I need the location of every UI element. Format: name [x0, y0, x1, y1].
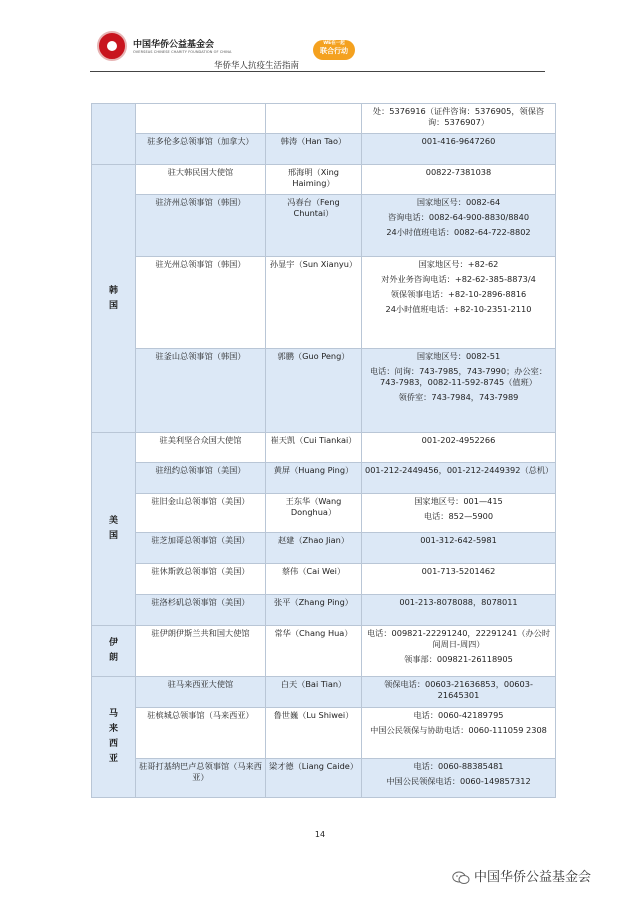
foundation-logo-icon [97, 31, 127, 61]
page-number: 14 [314, 830, 326, 839]
name-cell: 鲁世巍（Lu Shiwei） [266, 708, 362, 759]
contact-cell [362, 595, 556, 626]
name-cell: 崔天凯（Cui Tiankai） [266, 433, 362, 463]
contact-line: 24小时值班电话：+82-10-2351-2110 [385, 304, 532, 314]
contact-line: 国家地区号：0082-64 [416, 197, 501, 207]
table-row [92, 677, 556, 708]
contact-cell [362, 195, 556, 257]
office-cell: 驻旧金山总领事馆（美国） [136, 494, 266, 533]
contact-line: 中国公民领保与协助电话：0060-111059 2308 [370, 725, 547, 735]
table-row [92, 134, 556, 165]
office-cell: 驻纽约总领事馆（美国） [136, 463, 266, 494]
name-cell: 蔡伟（Cai Wei） [266, 564, 362, 595]
country-cell [92, 165, 136, 433]
contact-line: 电话：0060-88385481 [413, 761, 504, 771]
table-row [92, 349, 556, 433]
contact-line: 电话：问询：743-7985，743-7990；办公室：743-7983，0082-11-592-8745（值班） [369, 366, 548, 387]
wechat-watermark [452, 866, 591, 885]
office-cell: 驻大韩民国大使馆 [136, 165, 266, 195]
office-cell [136, 104, 266, 134]
contact-cell [362, 677, 556, 708]
name-cell: 黄屏（Huang Ping） [266, 463, 362, 494]
contact-line: 领侨室：743-7984，743-7989 [398, 392, 519, 402]
office-cell: 驻洛杉矶总领事馆（美国） [136, 595, 266, 626]
contact-cell [362, 433, 556, 463]
name-cell: 邢海明（Xing Haiming） [266, 165, 362, 195]
contact-line: 00822-7381038 [425, 167, 492, 177]
name-cell [266, 104, 362, 134]
office-cell: 驻美利坚合众国大使馆 [136, 433, 266, 463]
name-cell: 白天（Bai Tian） [266, 677, 362, 708]
contact-line: 处：5376916（证件咨询：5376905，领保咨询：5376907） [372, 106, 545, 127]
table-row [92, 708, 556, 759]
contact-line: 电话：009821-22291240，22291241（办公时间周日-周四） [366, 628, 551, 649]
name-cell: 孙显宇（Sun Xianyu） [266, 257, 362, 349]
contact-line: 电话：0060-42189795 [413, 710, 504, 720]
contact-line: 国家地区号：0082-51 [416, 351, 501, 361]
table-row [92, 257, 556, 349]
contact-line: 领事部：009821-26118905 [404, 654, 513, 664]
table-row [92, 564, 556, 595]
contact-cell [362, 165, 556, 195]
country-cell [92, 626, 136, 677]
office-cell: 驻马来西亚大使馆 [136, 677, 266, 708]
campaign-badge [313, 40, 355, 60]
wechat-icon [452, 871, 470, 885]
country-name [95, 284, 132, 314]
org-name: 中国华侨公益基金会 [133, 40, 215, 50]
office-cell: 驻济州总领事馆（韩国） [136, 195, 266, 257]
contact-line: 001-713-5201462 [421, 566, 496, 576]
country-char: 西 [108, 739, 118, 749]
country-name [95, 707, 132, 767]
contact-line: 咨询电话：0082-64-900-8830/8840 [387, 212, 530, 222]
office-cell: 驻多伦多总领事馆（加拿大） [136, 134, 266, 165]
country-char: 美 [108, 516, 118, 526]
contact-line: 中国公民领保电话：0060-149857312 [386, 776, 531, 786]
contact-cell [362, 349, 556, 433]
contact-line: 国家地区号：+82-62 [418, 259, 499, 269]
table-row [92, 433, 556, 463]
contact-cell [362, 134, 556, 165]
name-cell: 冯春台（Feng Chuntai） [266, 195, 362, 257]
page-header [0, 0, 640, 75]
name-cell: 赵建（Zhao Jian） [266, 533, 362, 564]
contact-line: 24小时值班电话：0082-64-722-8802 [386, 227, 531, 237]
office-cell: 驻槟城总领事馆（马来西亚） [136, 708, 266, 759]
country-char: 国 [108, 300, 118, 311]
country-char: 马 [108, 709, 118, 719]
contact-line: 电话：852—5900 [423, 511, 494, 521]
name-cell: 韩涛（Han Tao） [266, 134, 362, 165]
contact-line: 001-416-9647260 [421, 136, 496, 146]
contact-cell [362, 533, 556, 564]
country-char: 国 [108, 531, 118, 541]
office-cell: 驻芝加哥总领事馆（美国） [136, 533, 266, 564]
table-row [92, 759, 556, 798]
table-row [92, 195, 556, 257]
contact-line: 001-202-4952266 [421, 435, 496, 445]
contact-line: 国家地区号：001—415 [414, 496, 503, 506]
header-divider [90, 71, 545, 72]
contact-line: 对外业务咨询电话：+82-62-385-8873/4 [381, 274, 536, 284]
contact-line: 领保领事电话：+82-10-2896-8816 [390, 289, 527, 299]
table-row [92, 463, 556, 494]
contact-cell [362, 564, 556, 595]
table-row [92, 595, 556, 626]
country-cell [92, 104, 136, 165]
table-row [92, 165, 556, 195]
office-cell: 驻休斯敦总领事馆（美国） [136, 564, 266, 595]
office-cell: 驻哥打基纳巴卢总领事馆（马来西亚） [136, 759, 266, 798]
country-char: 亚 [108, 754, 118, 764]
contact-line: 001-312-642-5981 [420, 535, 497, 545]
contact-line: 001-213-8078088，8078011 [399, 597, 518, 607]
badge-line1: WE在一起 [323, 41, 345, 46]
name-cell: 张平（Zhang Ping） [266, 595, 362, 626]
office-cell: 驻光州总领事馆（韩国） [136, 257, 266, 349]
country-name [95, 514, 132, 544]
country-char: 朗 [108, 653, 118, 663]
badge-line2: 联合行动 [320, 47, 348, 55]
org-english-name: OVERSEAS CHINESE CHARITY FOUNDATION OF CHINA [133, 50, 232, 54]
country-name [95, 636, 132, 666]
contact-cell [362, 626, 556, 677]
table-row [92, 104, 556, 134]
contact-cell [362, 463, 556, 494]
office-cell: 驻釜山总领事馆（韩国） [136, 349, 266, 433]
table-row [92, 533, 556, 564]
country-char: 来 [108, 724, 118, 734]
contact-cell [362, 104, 556, 134]
consulate-table [91, 103, 556, 798]
contact-line: 领保电话：00603-21636853，00603-21645301 [384, 679, 533, 700]
guide-title: 华侨华人抗疫生活指南 [214, 61, 300, 71]
country-char: 伊 [108, 638, 118, 648]
contact-cell [362, 759, 556, 798]
name-cell: 梁才德（Liang Caide） [266, 759, 362, 798]
watermark-text: 中国华侨公益基金会 [474, 870, 592, 885]
country-char: 韩 [108, 285, 118, 296]
name-cell: 常华（Chang Hua） [266, 626, 362, 677]
country-cell [92, 433, 136, 626]
table-row [92, 626, 556, 677]
contact-cell [362, 257, 556, 349]
country-cell [92, 677, 136, 798]
office-cell: 驻伊朗伊斯兰共和国大使馆 [136, 626, 266, 677]
contact-cell [362, 708, 556, 759]
contact-cell [362, 494, 556, 533]
table-row [92, 494, 556, 533]
name-cell: 王东华（Wang Donghua） [266, 494, 362, 533]
name-cell: 郭鹏（Guo Peng） [266, 349, 362, 433]
contact-line: 001-212-2449456，001-212-2449392（总机） [365, 465, 554, 475]
